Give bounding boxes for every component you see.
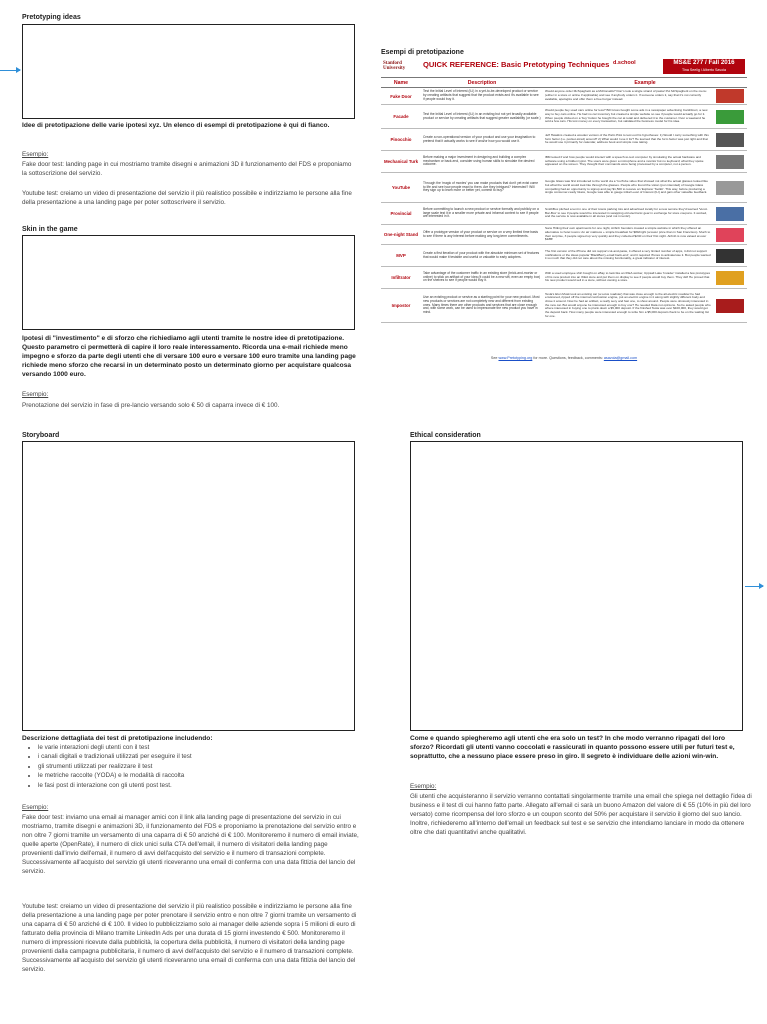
storyboard-example-fake-door: Fake door test: inviamo una email ai manager amici con il link alla landing page di presentazione del servizio in cui mostriamo, tramite disegni e animazioni 3D, il funzionamento del FDS e proponiamo la prenotazione del servizio entro e non oltre 7 giorni tramite un versamento di una caparra di € 50 anziché di € 100. Monitoreremo il numero di email inviate, quelle aperte (OpenRate), il numero di click unici sulla CTA dell'email, il numero di visitatori della landing page provenienti dall'invio dell'email, il numero di avvi dell'acquisto del servizio e il numero di transazioni complete. Successivamente all'acquisto del servizio gli utenti riceveranno una email di conferma con una data fittizia del lancio del servizio. — [22, 814, 359, 875]
ethical-example-text: Gli utenti che acquisteranno il servizio verranno contattati singolarmente tramite una email che spiega nel dettaglio l'idea di business e il test di cui hanno fatto parte. Allegato all'email ci sarà un buono Amazon del valore di € 55 (10% in più del loro versato) come ricompensa del loro sforzo e un coupon sconto del 50% per acquistare il servizio il giorno del suo lancio. Inoltre, richiederemo all'interno dell'email un feedback sul test e se servizio che intendiamo lanciare in modo da ottenere oltre che dati quantitativi anche qualitativi. — [410, 793, 752, 836]
technique-thumbnail — [713, 88, 747, 105]
pretotyping-ideas-title: Pretotyping ideas — [22, 14, 81, 21]
technique-example: With a used employee shirt bought on eBay to look like an IKEA worker, Uppsall Lake 'Invader' installed a few prototypes of his new product into an IKEA store and put them on display to see if people would buy them. They did! He proved that his new product would sell in a store, without owning a store. — [543, 267, 713, 289]
ethical-example-label: Esempio: — [410, 783, 437, 790]
storyboard-bullet: • le metriche raccolte (YODA) e le modalità di raccolta — [38, 771, 357, 780]
technique-name: One-night Stand — [381, 225, 421, 245]
photo-icon — [716, 181, 744, 195]
col-example: Example — [543, 78, 747, 88]
technique-example: Google Glass was first introduced to the world via a YouTube video that showed not what the actual glasses looked like but what the world would look like through the glasses. People who found the vision (pun intended) of Google Glass compelling had an opportunity to signup and pay $1,500 to receive an 'Explorer Toolkit'. This way, before producing a single consumer-ready Glass, Google was able to gauge initial Level of Interest (ILI) and gain other valuable feedback. — [543, 173, 713, 203]
technique-description: Test the Initial Level of Interest (ILI) in a yet-to-be-developed product or service by creating artifacts that suggest that the product exists and it's available to see if people would buy it. — [421, 88, 543, 105]
course-code: MS&E 277 / Fall 2016 — [673, 59, 735, 66]
technique-description: Offer a prototype version of your product or service on a very limited time basis to see if there is any interest before making any long-term commitments. — [421, 225, 543, 245]
ethical-consideration-box[interactable] — [410, 441, 743, 731]
technique-row — [381, 245, 747, 267]
technique-row — [381, 151, 747, 173]
technique-name: Infiltrator — [381, 267, 421, 289]
technique-thumbnail — [713, 129, 747, 151]
technique-example: Would people buy used cars online for less? Bill Gross bought some ads in a newspaper advertising CarsDirect, a new way to buy cars online. He had no car inventory but created a simple website so see if people would actually go for it. When people clicked on a 'buy' button he bought the car at retail and delivered it to the customer. Over a weekend he sold a few cars. His lost money on every transaction, but validated the business model for his idea. — [543, 105, 713, 129]
techniques-table-header — [381, 78, 747, 88]
technique-name: Fake Door — [381, 88, 421, 105]
storyboard-box[interactable] — [22, 441, 355, 731]
technique-thumbnail — [713, 245, 747, 267]
skin-in-the-game-title: Skin in the game — [22, 226, 78, 233]
technique-name: Facade — [381, 105, 421, 129]
technique-example: IBM tested if and how people would interact with a speech-to-text computer by simulating the actual hardware and software using a hidden typist. The users were given a microphone and a monitor but no keyboard; what they spoke appeared on the screen. They thought their commands were being processed by a computer, not a person. — [543, 151, 713, 173]
technique-description: Create a non-operational version of your product and use your imagination to pretend that it actually works to see if and/or how you would use it. — [421, 129, 543, 151]
quick-reference-card — [381, 58, 747, 366]
technique-row — [381, 203, 747, 225]
technique-thumbnail — [713, 173, 747, 203]
photo-icon — [716, 249, 744, 263]
ethical-consideration-title: Ethical consideration — [410, 432, 481, 439]
photo-icon — [716, 271, 744, 285]
technique-thumbnail — [713, 105, 747, 129]
technique-row — [381, 225, 747, 245]
email-link[interactable]: asavoia@gmail.com — [603, 356, 638, 360]
storyboard-list — [22, 743, 357, 790]
technique-example: Sans Hitting their own apartments for one night, Airbnb founders created a simple website in which they offered an alternative to hotel rooms: An air mattress + simple breakfast for $80/night (a lower price than in San Francisco). Much to their surprise, 3 people signed up very quickly and they collected $240 on their first night. Airbnb is now valued at over $18B! — [543, 225, 713, 245]
footer-middle: for more. Questions, feedback, comments: — [532, 356, 604, 360]
pretotyping-example-youtube: Youtube test: creiamo un video di presentazione del servizio il più realistico possibile e indirizziamo le persone alla fine della presentazione a una landing page per poter sottoscrivere il servizio. — [22, 190, 352, 206]
technique-name: MVP — [381, 245, 421, 267]
examples-panel-title: Esempi di pretotipazione — [381, 49, 464, 56]
ethical-consideration-description: Come e quando spiegheremo agli utenti che era solo un test? In che modo verranno ripagati del loro sforzo? Ricordati gli utenti vanno coccolati e rassicurati in quanto possono essere utili per futuri test e, soprattutto, che a nessuno piace essere preso in giro. Il segreto è individuare delle azioni win-win. — [410, 735, 735, 760]
technique-thumbnail — [713, 151, 747, 173]
col-description: Description — [421, 78, 543, 88]
technique-description: Use an existing product or service as a starting point for your new product. Most new products or services are not completely new and different from existing ones. Many times there are other products and services that are close enough and, with some work, can be used to impersonate the new product you have in mind. — [421, 289, 543, 323]
storyboard-example-label: Esempio: — [22, 804, 49, 811]
skin-in-the-game-description: Ipotesi di "investimento" e di sforzo che richiediamo agli utenti tramite le nostre idee di pretotipazione. Questo parametro ci permetterà di capire il loro reale interessamento. Ricorda una e-mail richiede meno impegno e sforzo da parte degli utenti che di versare 100 euro e versare 100 euro tramite una landing page richiede meno sforzo che recarsi in un determinato posto un determinato giorno per acquistare qualcosa versando 1000 euro. — [22, 335, 356, 378]
storyboard-description: Descrizione dettagliata dei test di pretotipazione includendo: — [22, 735, 213, 742]
technique-thumbnail — [713, 289, 747, 323]
pretotyping-example-fake-door: Fake door test: landing page in cui mostriamo tramite disegni e animazioni 3D il funzionamento del FDS e proponiamo la sottoscrizione del servizio. — [22, 161, 352, 177]
technique-name: Impostor — [381, 289, 421, 323]
photo-icon — [716, 299, 744, 313]
photo-icon — [716, 155, 744, 169]
technique-description: Through the 'magic of movies' you can make products that don't yet exist come to life and see how people react to them. Are they intrigued? Interested? Will they sign up to learn more or better yet, commit to buy? — [421, 173, 543, 203]
techniques-table — [381, 77, 747, 323]
quick-reference-header — [381, 58, 747, 75]
photo-icon — [716, 89, 744, 103]
pretotyping-ideas-box[interactable] — [22, 24, 355, 119]
technique-thumbnail — [713, 267, 747, 289]
technique-description: Before committing to launch a new product or service formally and publicly on a large scale test it in a smaller more private and informal context to see if people are interested in it. — [421, 203, 543, 225]
technique-name: Pinocchio — [381, 129, 421, 151]
technique-row — [381, 88, 747, 105]
technique-example: Jeff Hawkins created a wooden version of the Palm Pilot to test out his hypotheses: 1) Would I carry something with this form factor (i.e. pocket-sized) around? 2) What would I use it for? He learned that the form factor was just right and that he would use it primarily for calendar, address book and simple note taking. — [543, 129, 713, 151]
stanford-logo: Stanford University — [383, 61, 406, 71]
storyboard-title: Storyboard — [22, 432, 60, 439]
skin-example-label: Esempio: — [22, 391, 49, 398]
course-instructors: Tina Seelig / Alberto Savoia — [681, 68, 727, 72]
technique-row — [381, 105, 747, 129]
photo-icon — [716, 133, 744, 147]
technique-thumbnail — [713, 225, 747, 245]
photo-icon — [716, 207, 744, 221]
col-name: Name — [381, 78, 421, 88]
storyboard-bullet: • le varie interazioni degli utenti con il test — [38, 743, 357, 752]
technique-description: Test the Initial Level of Interest (ILI) in an existing but not yet broadly available product or service by creating artifacts that suggest greater availability (or scale.) — [421, 105, 543, 129]
skin-example-text: Prenotazione del servizio in fase di pre-lancio versando solo € 50 di caparra invece di € 100. — [22, 402, 280, 409]
technique-name: YouTube — [381, 173, 421, 203]
skin-in-the-game-box[interactable] — [22, 235, 355, 330]
pretotyping-ideas-description: Idee di pretotipazione delle varie ipotesi xyz. Un elenco di esempi di pretotipazione è qui di fianco. — [22, 122, 330, 129]
pretotyping-example-label: Esempio: — [22, 151, 49, 158]
technique-description: Create a first iteration of your product with the absolute minimum set of features that would make it testable and useful or valuable to early adopters. — [421, 245, 543, 267]
technique-row — [381, 267, 747, 289]
technique-example: The first version of the iPhone did not support cut-and-paste, it offered a very limited number of apps, it did not support notifications or the ideas popular 'BlackBerry-email back-end', and it required iTunes to activate/use it. But people wanted it so much that they did not care about the missing functionality, a great indicator of interest. — [543, 245, 713, 267]
technique-description: Take advantage of the customer traffic in an existing store (brick-and-mortar or online) to stick an artifact of your idea (it could be a new sift, even an empty box) on the shelves to see if people would buy it. — [421, 267, 543, 289]
technique-example: Would anyone order McSpaghetti as a McDonalds? Don't cook a single strand of pasta! Put McSpaghetti on the menu (either in a store or online if applicable) and see if anybody orders it. If someone orders it, say that it's not currently available, apologize and offer them a free burger instead. — [543, 88, 713, 105]
arrow-right-icon — [745, 586, 763, 587]
storyboard-bullet: • gli strumenti utilizzati per realizzare il test — [38, 762, 357, 771]
technique-name: Provincial — [381, 203, 421, 225]
technique-row — [381, 289, 747, 323]
technique-name: Mechanical Turk — [381, 151, 421, 173]
quick-reference-footer — [381, 356, 747, 360]
technique-row — [381, 129, 747, 151]
technique-example: Tesla's Elon Musk took an existing car (a Lotus roadster) that was close enough to the all-electric roadster he had envisioned, ripped off the internal combustion engine, put an electric engine in it along with slightly different body and drove it around. Now he had an artifact, a really sexy and fast one, to show around. People were obviously interested in the new car. But would anyone be interested enough to buy one? He needed Data not opinions. So he asked people who where interested in buying one to plunk down a $5,000 deposit. If the finished Tesla was over $100,000, they would get the deposit back. How many people were interested enough to write him a $5,000 deposit check to be on the waiting list for one. — [543, 289, 713, 323]
technique-row — [381, 173, 747, 203]
pretotyping-link[interactable]: www.Pretotyping.org — [498, 356, 533, 360]
footer-prefix: See — [490, 356, 499, 360]
technique-thumbnail — [713, 203, 747, 225]
technique-example: SmithBox pitched a tent in one of their towns parking lots and advertised locally for a new service they'd learned 'Vend-Bar-Box' to see if people would be interested in swapping old electronic gear in exchange for store coupons. It worked, and the service is now available in all stores (and not in tents!). — [543, 203, 713, 225]
arrow-right-icon — [0, 70, 20, 71]
technique-description: Before making a major investment in designing and building a complex mechanism or back-end, consider using human skills to simulate the desired outcome. — [421, 151, 543, 173]
course-badge — [663, 59, 745, 74]
photo-icon — [716, 110, 744, 124]
dschool-logo: d.school — [613, 60, 636, 66]
storyboard-bullet: • i canali digitali e tradizionali utilizzati per eseguire il test — [38, 752, 357, 761]
photo-icon — [716, 228, 744, 242]
storyboard-example-youtube: Youtube test: creiamo un video di presentazione del servizio il più realistico possibile e indirizziamo le persone alla fine della presentazione a una landing page per poter prenotare il servizio entro e non oltre 7 giorni tramite un versamento di una caparra di € 50 anziché di € 100. Il video lo pubblicizziamo solo ai manager delle aziende sopra i 5 milioni di euro di fatturato della provincia di Milano tramite LinkedIn Ads per una durata di 15 giorni investendo € 500. Monitoreremo il numero di impressioni ricevute dalla pubblicità, la copertura della pubblicità, il numero di visitatori della landing page provenienti dalla campagna pubblicitaria, il numero di avvi dell'acquisto del servizio e il numero di transazioni complete. Successivamente all'acquisto del servizio gli utenti riceveranno una email di conferma con una data fittizia del lancio del servizio. — [22, 903, 357, 973]
storyboard-bullet: • le fasi post di interazione con gli utenti post test. — [38, 781, 357, 790]
quick-reference-title: QUICK REFERENCE: Basic Pretotyping Techniques — [423, 60, 610, 69]
